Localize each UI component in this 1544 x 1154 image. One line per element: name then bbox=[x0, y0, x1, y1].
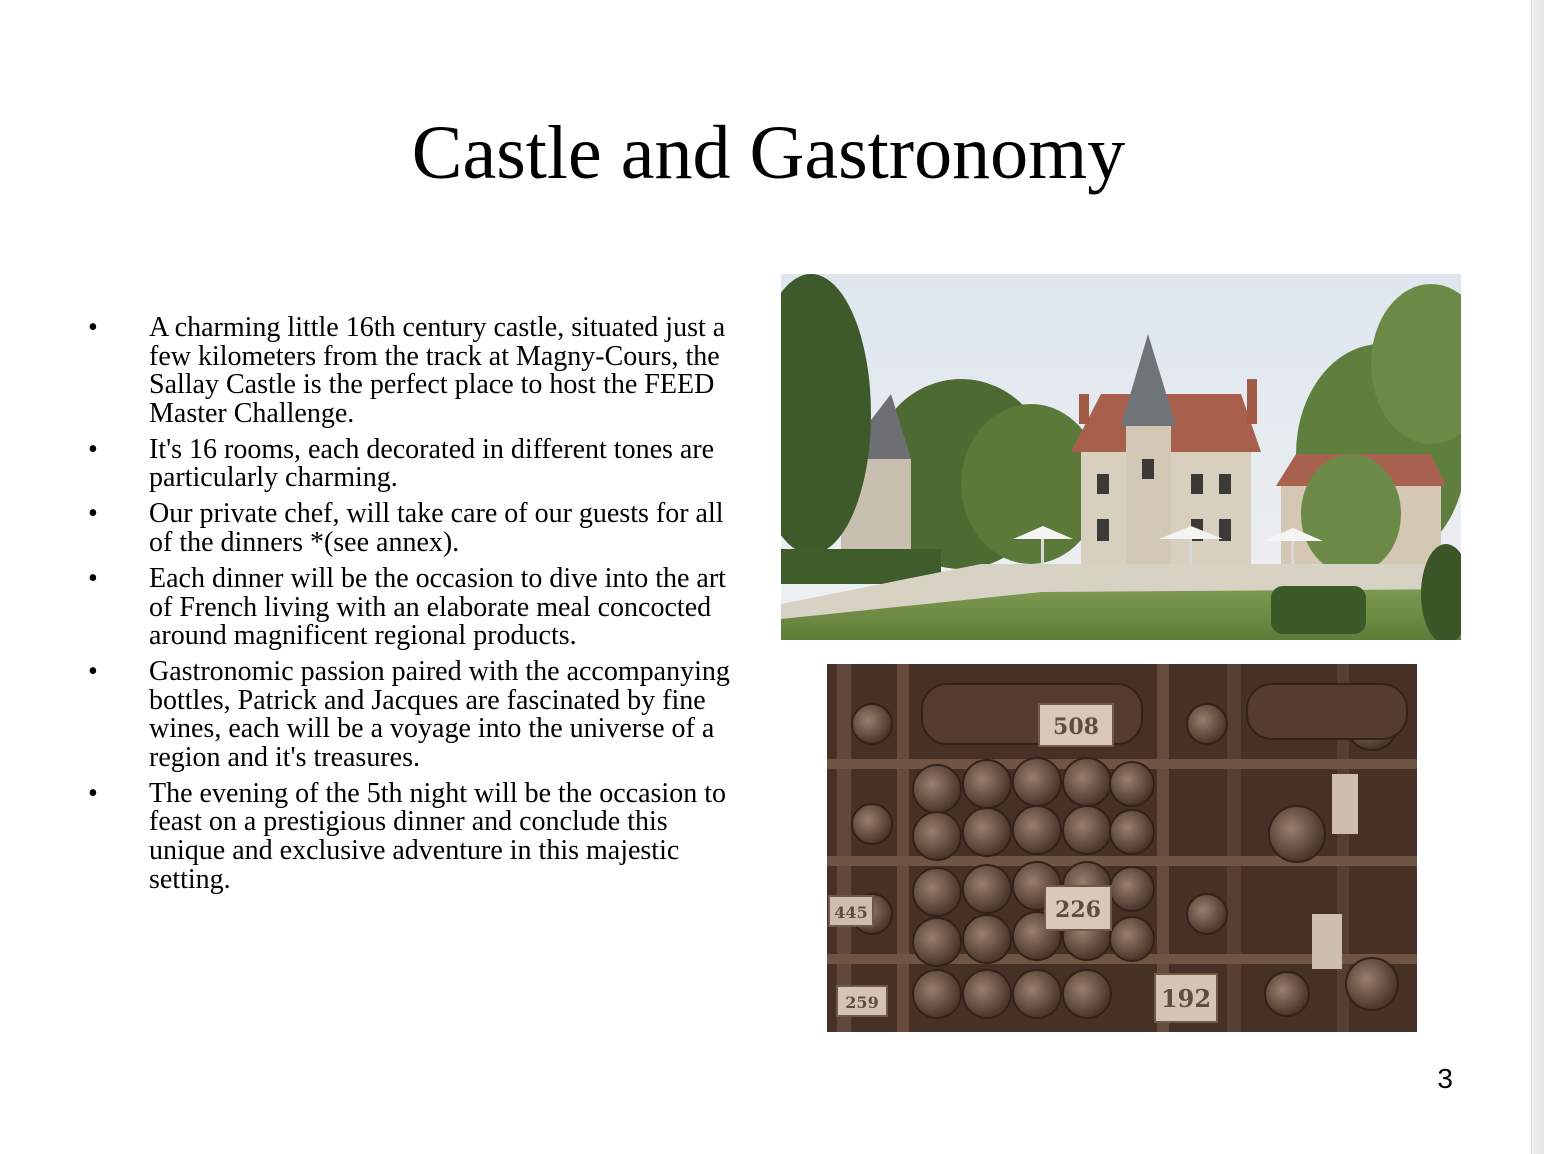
tag-label: 259 bbox=[845, 993, 879, 1012]
bullet-item bbox=[88, 562, 748, 652]
bullet-icon: • bbox=[88, 562, 98, 594]
bullet-text: It's 16 rooms, each decorated in different tones are particularly charming. bbox=[149, 433, 715, 494]
bullet-icon: • bbox=[88, 498, 98, 530]
bullet-icon: • bbox=[88, 777, 98, 809]
bullet-text: Our private chef, will take care of our guests for all of the dinners *(see annex). bbox=[149, 498, 724, 558]
bullet-text: Gastronomic passion paired with the accompanying bottles, Patrick and Jacques are fascinated by fine wines, each will be a voyage into the universe of a region and it's treasures. bbox=[149, 656, 730, 773]
page-number: 3 bbox=[1437, 1063, 1453, 1094]
bullet-item bbox=[88, 658, 748, 772]
tag-label: 445 bbox=[834, 903, 868, 922]
tag-label: 192 bbox=[1160, 984, 1212, 1013]
bullet-item bbox=[88, 777, 748, 895]
wine-cellar-photo bbox=[827, 664, 1417, 1032]
castle-photo bbox=[781, 274, 1461, 640]
bullet-text: Each dinner will be the occasion to dive into the art of French living with an elaborate meal concocted around magnificent regional products. bbox=[149, 562, 726, 652]
tag-label: 508 bbox=[1053, 714, 1099, 740]
bullet-text: The evening of the 5th night will be the occasion to feast on a prestigious dinner and conclude this unique and exclusive adventure in this majestic setting. bbox=[149, 777, 726, 895]
bullet-list bbox=[88, 314, 748, 902]
bullet-item bbox=[88, 433, 748, 494]
bullet-icon: • bbox=[88, 433, 98, 465]
bullet-item bbox=[88, 500, 748, 557]
bullet-item bbox=[88, 314, 748, 428]
bullet-text: A charming little 16th century castle, situated just a few kilometers from the track at Magny-Cours, the Sallay Castle is the perfect place to host the FEED Master Challenge. bbox=[149, 312, 726, 429]
bullet-icon: • bbox=[88, 656, 98, 688]
slide-title: Castle and Gastronomy bbox=[411, 111, 1126, 195]
window-edge bbox=[1531, 0, 1544, 1154]
tag-label: 226 bbox=[1055, 897, 1101, 923]
bullet-icon: • bbox=[88, 312, 98, 343]
